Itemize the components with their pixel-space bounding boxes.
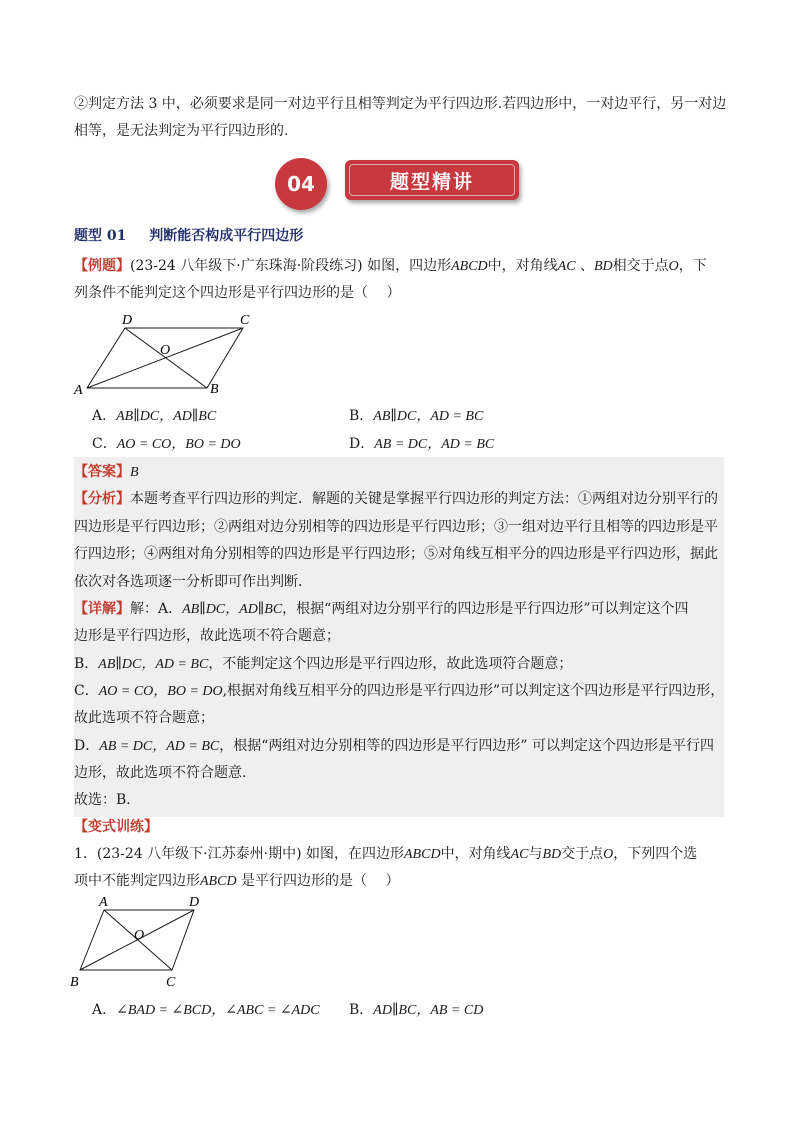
detail-line-1: 【详解】解：A．AB∥DC，AD∥BC，根据“两组对边分别平行的四边形是平行四边形”可以判定这个四 — [74, 601, 689, 617]
analysis-line-4: 依次对各选项逐一分析即可作出判断． — [74, 574, 312, 590]
intro-line-1: ②判定方法 3 中，必须要求是同一对边平行且相等判定为平行四边形.若四边形中，一对边平行，另一对边 — [74, 96, 727, 112]
detail-tag: 【详解】 — [74, 601, 130, 617]
detail-line-2: 边形是平行四边形，故此选项不符合题意； — [74, 628, 340, 644]
detail-line-4: C．AO = CO，BO = DO,根据对角线互相平分的四边形是平行四边形”可以判定这个四边形是平行四边形， — [74, 683, 725, 699]
example-parallelogram-figure — [70, 308, 260, 400]
label-b: B — [70, 975, 79, 990]
analysis-line-2: 四边形是平行四边形；②两组对边分别相等的四边形是平行四边形；③一组对边平行且相等的四边形是平 — [74, 519, 718, 535]
example-option-d: D．AB = DC，AD = BC — [349, 436, 495, 452]
variant-parallelogram-figure — [66, 894, 216, 990]
topic-label: 题型 01 — [74, 228, 127, 244]
diagonal-ac — [87, 328, 243, 388]
analysis-line-1: 【分析】本题考查平行四边形的判定．解题的关键是掌握平行四边形的判定方法：①两组对边分别平行的 — [74, 491, 718, 507]
label-c: C — [240, 313, 250, 328]
example-option-c: C．AO = CO，BO = DO — [92, 436, 241, 452]
example-option-b: B．AB∥DC，AD = BC — [349, 408, 484, 424]
detail-line-5: 故此选项不符合题意； — [74, 710, 214, 726]
detail-conclusion: 故选：B． — [74, 792, 141, 808]
section-title-banner — [345, 160, 519, 200]
label-a: A — [99, 895, 108, 910]
analysis-line-3: 行四边形；④两组对角分别相等的四边形是平行四边形；⑤对角线互相平分的四边形是平行四边形，据此 — [74, 546, 718, 562]
section-title: 题型精讲 — [389, 170, 474, 193]
variant-option-a: A．∠BAD = ∠BCD，∠ABC = ∠ADC — [92, 1002, 320, 1018]
example-question-line-2: 列条件不能判定这个四边形是平行四边形的是（ ） — [74, 285, 401, 301]
detail-line-3: B．AB∥DC，AD = BC，不能判定这个四边形是平行四边形，故此选项符合题意； — [74, 656, 573, 672]
variant-question-line-2: 项中不能判定四边形ABCD 是平行四边形的是（ ） — [74, 873, 400, 889]
answer-value: B — [130, 465, 139, 480]
answer-tag: 【答案】 — [74, 464, 130, 480]
label-d: D — [122, 313, 133, 328]
section-number-badge — [275, 158, 327, 210]
label-c: C — [166, 975, 176, 990]
topic-title: 判断能否构成平行四边形 — [149, 228, 304, 244]
variant-question-line-1: 1．(23-24 八年级下·江苏泰州·期中) 如图，在四边形ABCD中，对角线AC与BD交于点O，下列四个选 — [74, 846, 698, 862]
diagonal-bd — [125, 328, 207, 388]
detail-line-7: 边形，故此选项不符合题意． — [74, 765, 256, 781]
label-b: B — [210, 382, 219, 397]
section-number: 04 — [287, 172, 315, 196]
example-option-a: A．AB∥DC，AD∥BC — [92, 408, 217, 424]
label-o: O — [134, 928, 145, 943]
label-o: O — [160, 343, 171, 358]
variant-option-b: B．AD∥BC，AB = CD — [349, 1002, 484, 1018]
label-a: A — [74, 383, 83, 398]
variant-tag: 【变式训练】 — [74, 819, 158, 835]
intro-line-2: 相等，是无法判定为平行四边形的. — [74, 123, 289, 139]
analysis-tag: 【分析】 — [74, 491, 130, 507]
answer-line — [74, 465, 139, 480]
detail-line-6: D．AB = DC，AD = BC，根据“两组对边分别相等的四边形是平行四边形” 可以判定这个四边形是平行四 — [74, 738, 714, 754]
example-tag: 【例题】 — [74, 258, 130, 274]
topic-heading — [74, 229, 303, 243]
label-d: D — [189, 895, 200, 910]
example-question-line-1: 【例题】(23-24 八年级下·广东珠海·阶段练习) 如图，四边形ABCD中，对角线AC 、BD相交于点O，下 — [74, 258, 707, 274]
example-source: (23-24 八年级下·广东珠海·阶段练习) — [130, 258, 363, 274]
